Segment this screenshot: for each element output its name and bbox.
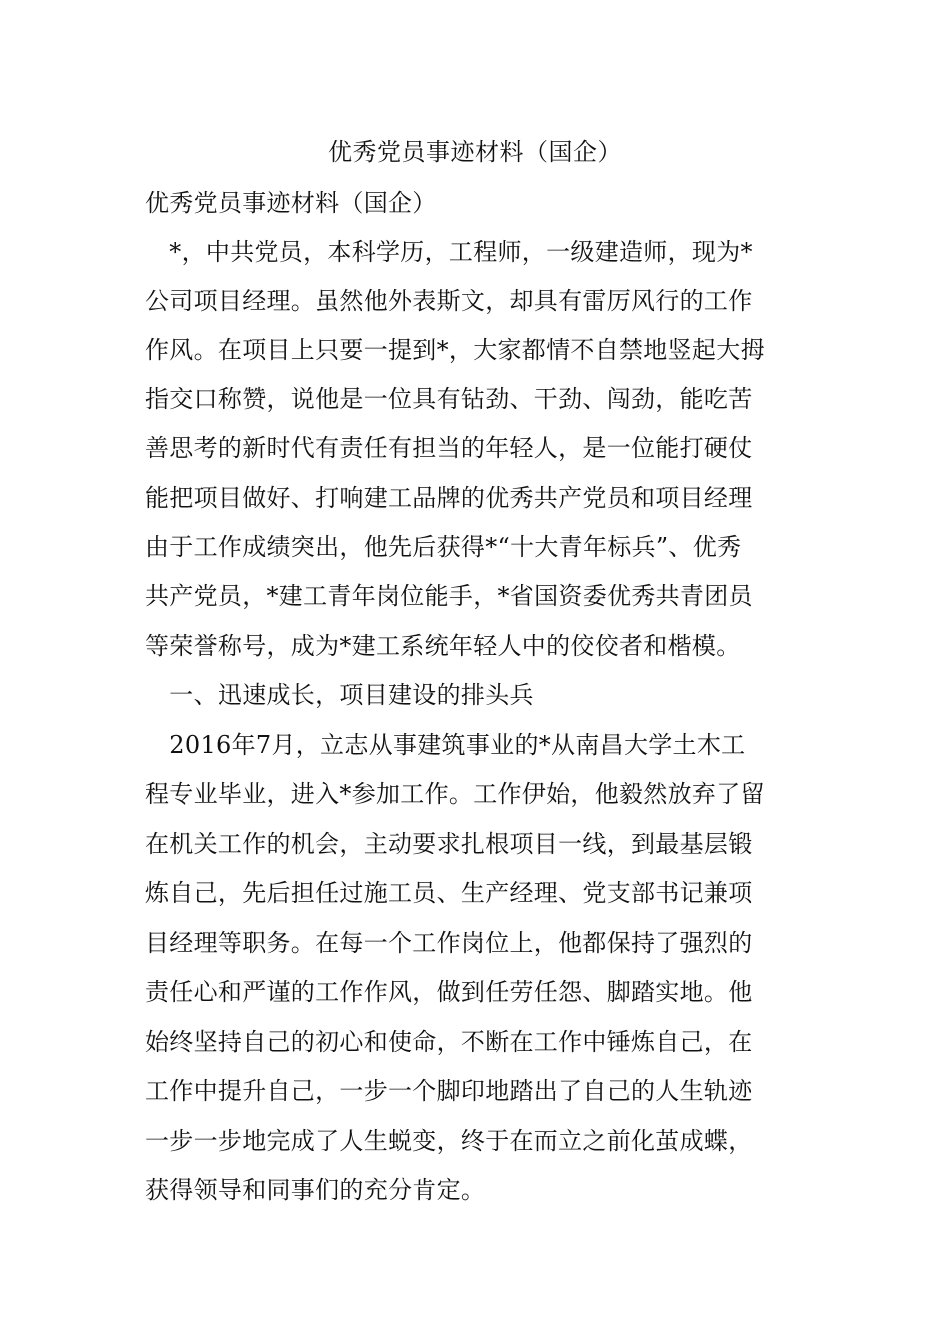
text-line: 程专业毕业，进入*参加工作。工作伊始，他毅然放弃了留 bbox=[145, 780, 765, 808]
text-line: 共产党员，*建工青年岗位能手，*省国资委优秀共青团员 bbox=[145, 582, 753, 610]
section-heading: 一、迅速成长，项目建设的排头兵 bbox=[145, 681, 534, 709]
text-line: 责任心和严谨的工作作风，做到任劳任怨、脚踏实地。他 bbox=[145, 978, 753, 1006]
subtitle-line: 优秀党员事迹材料（国企） bbox=[145, 189, 437, 217]
text-line: 2016年7月，立志从事建筑事业的*从南昌大学土木工 bbox=[145, 731, 746, 759]
text-line: 作风。在项目上只要一提到*，大家都情不自禁地竖起大拇 bbox=[145, 336, 765, 364]
text-line: 目经理等职务。在每一个工作岗位上，他都保持了强烈的 bbox=[145, 929, 753, 957]
text-line: 工作中提升自己，一步一个脚印地踏出了自己的人生轨迹 bbox=[145, 1077, 753, 1105]
text-line: 一步一步地完成了人生蜕变，终于在而立之前化茧成蝶， bbox=[145, 1127, 753, 1155]
text-line: 获得领导和同事们的充分肯定。 bbox=[145, 1176, 486, 1204]
text-line: 由于工作成绩突出，他先后获得*“十大青年标兵”、优秀 bbox=[145, 533, 742, 561]
text-line: 等荣誉称号，成为*建工系统年轻人中的佼佼者和楷模。 bbox=[145, 632, 741, 660]
text-line: 指交口称赞，说他是一位具有钻劲、干劲、闯劲，能吃苦 bbox=[145, 385, 753, 413]
text-line: *，中共党员，本科学历，工程师，一级建造师，现为* bbox=[145, 238, 753, 266]
document-title: 优秀党员事迹材料（国企） bbox=[328, 138, 622, 166]
text-line: 炼自己，先后担任过施工员、生产经理、党支部书记兼项 bbox=[145, 879, 753, 907]
text-line: 能把项目做好、打响建工品牌的优秀共产党员和项目经理 bbox=[145, 484, 753, 512]
text-line: 公司项目经理。虽然他外表斯文，却具有雷厉风行的工作 bbox=[145, 287, 753, 315]
text-line: 在机关工作的机会，主动要求扎根项目一线，到最基层锻 bbox=[145, 830, 753, 858]
text-line: 始终坚持自己的初心和使命，不断在工作中锤炼自己，在 bbox=[145, 1028, 753, 1056]
text-line: 善思考的新时代有责任有担当的年轻人，是一位能打硬仗 bbox=[145, 434, 753, 462]
